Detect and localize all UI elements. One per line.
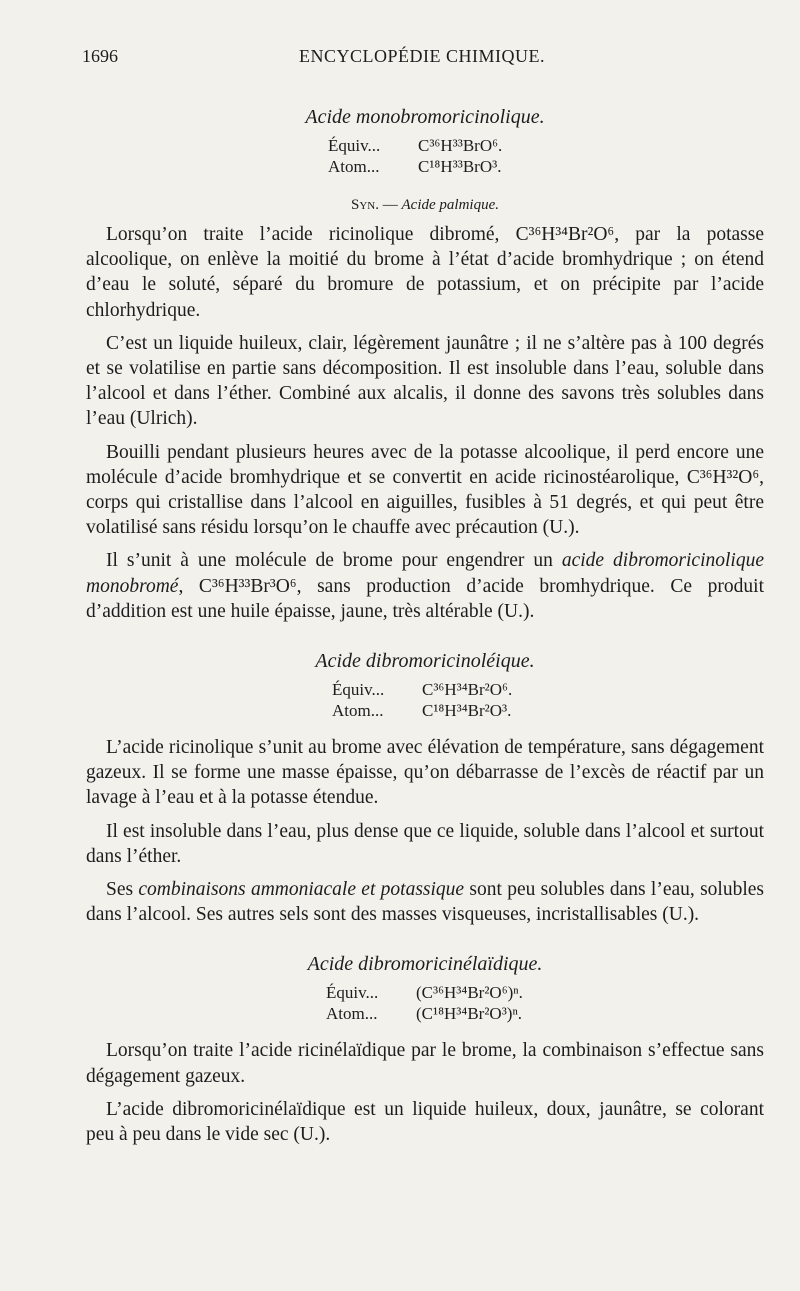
section-title: Acide dibromoricinoléique. xyxy=(315,650,535,673)
paragraph xyxy=(86,877,764,927)
page-content xyxy=(86,100,764,1147)
formula-label: Atom... xyxy=(332,701,384,721)
paragraph: Bouilli pendant plusieurs heures avec de la potasse alcoolique, il perd encore une molécule d’acide bromhydrique et se convertit en acide ricinostéarolique, C³⁶H³²O⁶, corps qui cristallise dans l’alcool en aiguilles, fusibles à 51 degrés, et qui peut être volatilisé sans résidu lorsqu’on le chauffe avec précaution (U.). xyxy=(86,441,764,539)
formula-block xyxy=(328,135,764,177)
text-run: Ses xyxy=(106,879,139,901)
formula-equiv-line xyxy=(328,135,764,156)
paragraph: L’acide dibromoricinélaïdique est un liquide huileux, doux, jaunâtre, se colorant peu à peu dans le vide sec (U.). xyxy=(86,1098,764,1146)
formula-label: Atom... xyxy=(328,157,380,176)
formula-value: C¹⁸H³⁴Br²O³. xyxy=(422,701,512,721)
formula-label: Atom... xyxy=(326,1004,378,1024)
formula-value: (C³⁶H³⁴Br²O⁶)ⁿ. xyxy=(416,983,523,1003)
synonym-line xyxy=(86,197,764,214)
emphasis-text: acide dibromoricinolique monobromé xyxy=(86,550,764,597)
formula-equiv-line xyxy=(326,982,764,1003)
paragraph: Il est insoluble dans l’eau, plus dense que ce liquide, soluble dans l’alcool et surtout dans l’éther. xyxy=(86,820,764,867)
formula-equiv-line xyxy=(332,679,764,700)
formula-atom-line xyxy=(332,700,764,721)
page-number: 1696 xyxy=(82,46,118,66)
formula-label: Équiv... xyxy=(332,680,385,700)
paragraph: L’acide ricinolique s’unit au brome avec élévation de température, sans dégagement gazeux. Il se forme une masse épaisse, qu’on débarrasse de l’excès de réactif par un lavage à l’eau et à la potasse étendue. xyxy=(86,737,764,809)
synonym-value: Acide palmique. xyxy=(401,197,499,213)
paragraph xyxy=(86,548,764,624)
text-run: Il s’unit à une molécule de brome pour engendrer un xyxy=(106,550,562,572)
formula-atom-line xyxy=(326,1003,764,1024)
formula-block xyxy=(326,982,764,1024)
formula-value: C¹⁸H³³BrO³. xyxy=(418,157,502,176)
paragraph: Lorsqu’on traite l’acide ricinolique dibromé, C³⁶H³⁴Br²O⁶, par la potasse alcoolique, on enlève la moitié du brome à l’état d’acide bromhydrique ; on étend d’eau le soluté, séparé du bromure de potassium, et on précipite par l’acide chlorhydrique. xyxy=(86,224,764,321)
formula-label: Équiv... xyxy=(328,136,381,155)
synonym-prefix: Syn. — xyxy=(351,197,398,213)
text-run: sont peu solubles dans l’eau, solubles dans l’alcool. Ses autres sels sont des masses visqueuses, incristallisables (U.). xyxy=(86,879,764,926)
emphasis-text: combinaisons ammoniacale et potassique xyxy=(138,879,465,901)
running-title: ENCYCLOPÉDIE CHIMIQUE. xyxy=(299,46,545,66)
formula-value: (C¹⁸H³⁴Br²O³)ⁿ. xyxy=(416,1004,523,1024)
section-title: Acide monobromoricinolique. xyxy=(305,106,545,128)
text-run: , C³⁶H³³Br³O⁶, sans production d’acide bromhydrique. Ce produit d’addition est une huile épaisse, jaune, très altérable (U.). xyxy=(86,575,764,622)
formula-label: Équiv... xyxy=(326,983,379,1003)
formula-block xyxy=(332,679,764,721)
paragraph: Lorsqu’on traite l’acide ricinélaïdique par le brome, la combinaison s’effectue sans dégagement gazeux. xyxy=(86,1040,764,1087)
section-title: Acide dibromoricinélaïdique. xyxy=(307,953,543,976)
formula-atom-line xyxy=(328,156,764,177)
formula-value: C³⁶H³³BrO⁶. xyxy=(418,136,503,155)
formula-value: C³⁶H³⁴Br²O⁶. xyxy=(422,680,513,700)
page-header xyxy=(82,46,762,68)
paragraph: C’est un liquide huileux, clair, légèrement jaunâtre ; il ne s’altère pas à 100 degrés et se volatilise en partie sans décomposition. Il est insoluble dans l’eau, soluble dans l’alcool et dans l’éther. Combiné aux alcalis, il donne des savons très solubles dans l’eau (Ulrich). xyxy=(86,332,764,430)
